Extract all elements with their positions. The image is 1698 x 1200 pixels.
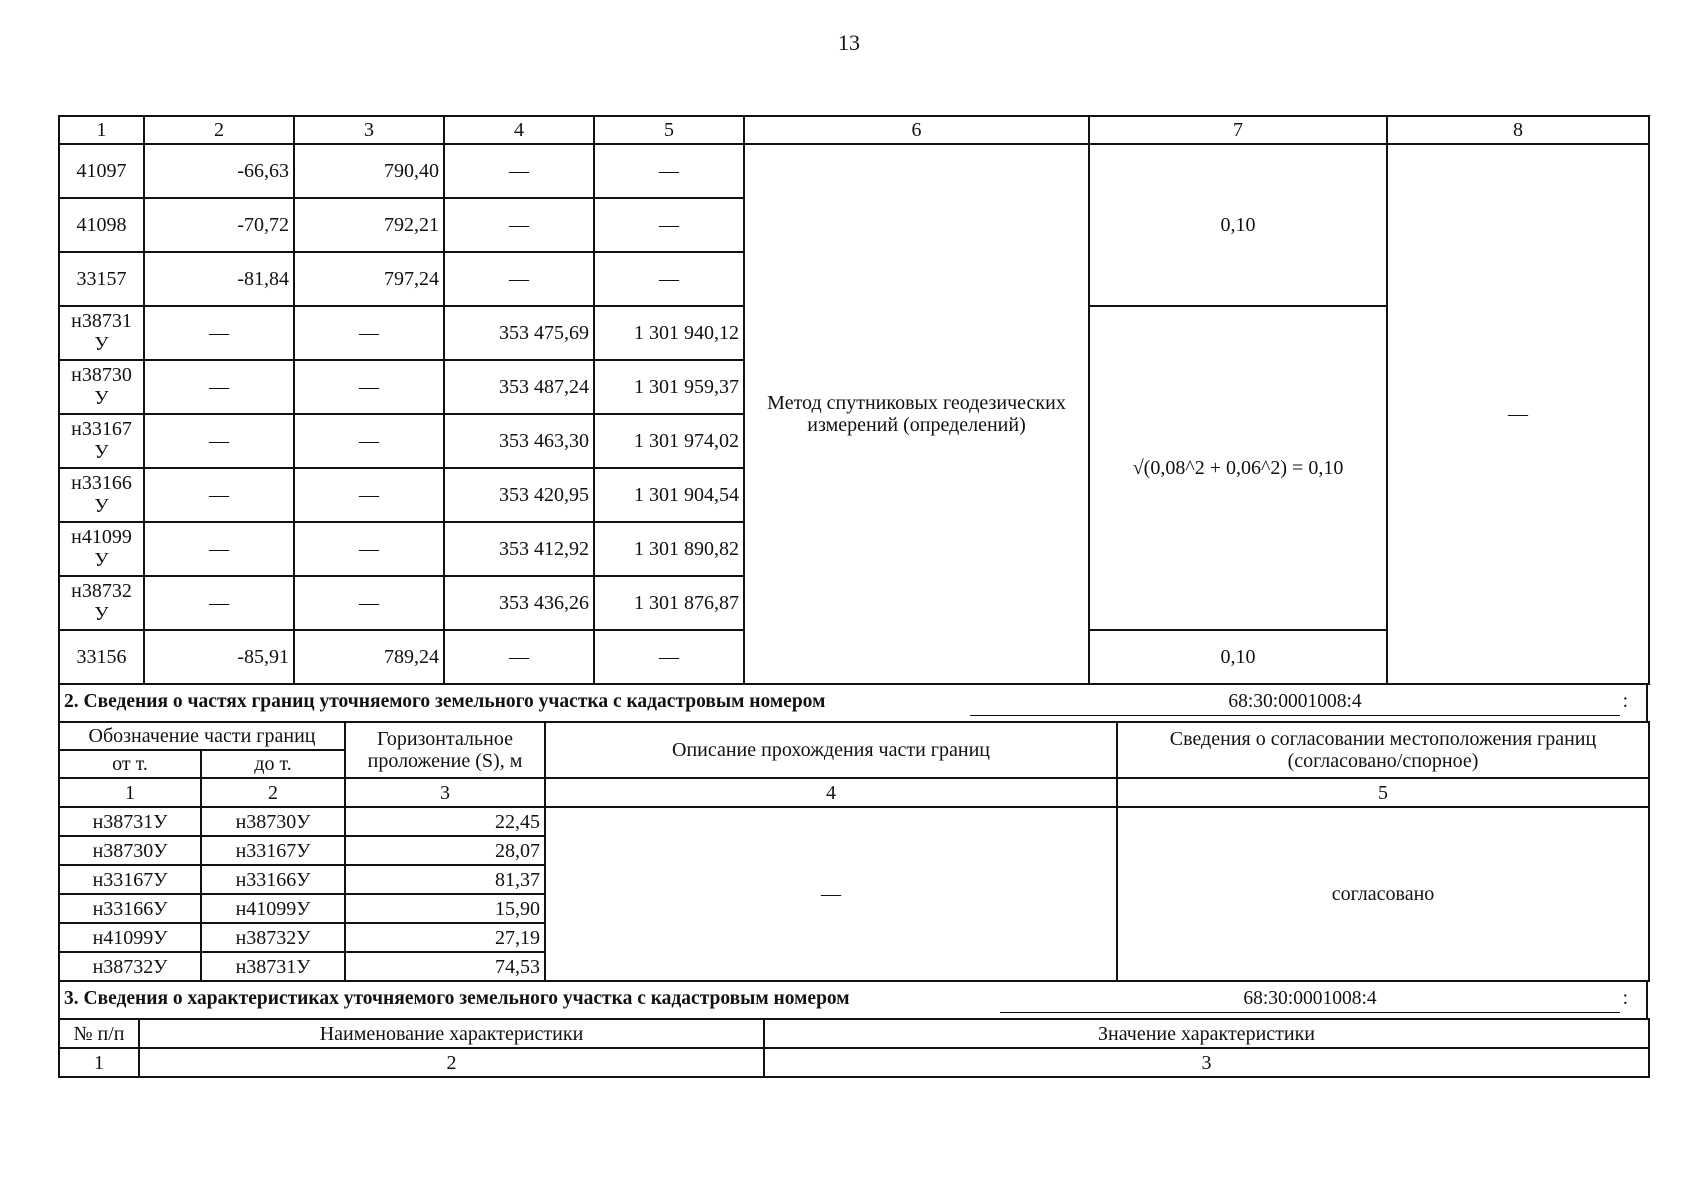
cell-value: 1 301 940,12 [594, 306, 744, 360]
horizontal-header: Горизонтальное проложение (S), м [345, 722, 545, 778]
cell-value: 1 301 904,54 [594, 468, 744, 522]
col-header: 3 [294, 116, 444, 144]
to-point: н38730У [201, 807, 345, 836]
col-header: 2 [144, 116, 294, 144]
cell-value: 353 412,92 [444, 522, 594, 576]
col-header: 7 [1089, 116, 1387, 144]
cell-value: 1 301 974,02 [594, 414, 744, 468]
col-number: 3 [345, 778, 545, 807]
cell-value: — [144, 414, 294, 468]
col-number: 4 [545, 778, 1117, 807]
cadastral-number: 68:30:0001008:4 [970, 691, 1620, 716]
col-number: 2 [201, 778, 345, 807]
cell-value: 353 420,95 [444, 468, 594, 522]
col-number: 1 [59, 778, 201, 807]
description-value: — [545, 807, 1117, 981]
method-cell: Метод спутниковых геодезических измерений (определений) [744, 144, 1089, 684]
distance: 22,45 [345, 807, 545, 836]
cadastral-number: 68:30:0001008:4 [1000, 988, 1620, 1013]
cell-value: — [444, 252, 594, 306]
col-header: 4 [444, 116, 594, 144]
to-point: н33167У [201, 836, 345, 865]
boundary-parts-table [58, 721, 1650, 982]
cell-value: — [144, 306, 294, 360]
colon: : [1622, 988, 1628, 1009]
cell-value: -66,63 [144, 144, 294, 198]
part-designation-header: Обозначение части границ [59, 722, 345, 750]
distance: 27,19 [345, 923, 545, 952]
to-point: н41099У [201, 894, 345, 923]
point-id: 33157 [59, 252, 144, 306]
col8-cell: — [1387, 144, 1649, 684]
cell-value: -81,84 [144, 252, 294, 306]
point-id: 41098 [59, 198, 144, 252]
agreement-value: согласовано [1117, 807, 1649, 981]
cell-value: 353 475,69 [444, 306, 594, 360]
document-body [58, 115, 1648, 1078]
col-number: 1 [59, 1048, 139, 1077]
cell-value: — [144, 360, 294, 414]
characteristics-table [58, 1018, 1650, 1078]
from-header: от т. [59, 750, 201, 778]
cell-value: — [144, 576, 294, 630]
col-header: 1 [59, 116, 144, 144]
cell-value: — [444, 198, 594, 252]
to-point: н38732У [201, 923, 345, 952]
cell-value: — [144, 468, 294, 522]
cell-value: — [294, 306, 444, 360]
colon: : [1622, 691, 1628, 712]
col-header: Наименование характеристики [139, 1019, 764, 1048]
cell-value: — [294, 522, 444, 576]
cell-value: — [294, 576, 444, 630]
cell-value: 790,40 [294, 144, 444, 198]
accuracy-formula: √(0,08^2 + 0,06^2) = 0,10 [1089, 306, 1387, 630]
distance: 81,37 [345, 865, 545, 894]
point-id: 41097 [59, 144, 144, 198]
agreement-header: Сведения о согласовании местоположения границ (согласовано/спорное) [1117, 722, 1649, 778]
cell-value: — [444, 144, 594, 198]
point-id: н38730 У [59, 360, 144, 414]
cell-value: — [294, 414, 444, 468]
from-point: н38731У [59, 807, 201, 836]
point-id: 33156 [59, 630, 144, 684]
col-header: Значение характеристики [764, 1019, 1649, 1048]
cell-value: 353 436,26 [444, 576, 594, 630]
section-2-title: 2. Сведения о частях границ уточняемого земельного участка с кадастровым номером [64, 691, 826, 712]
from-point: н41099У [59, 923, 201, 952]
col-header: № п/п [59, 1019, 139, 1048]
cell-value: 1 301 959,37 [594, 360, 744, 414]
page-number: 13 [838, 30, 860, 55]
cell-value: -70,72 [144, 198, 294, 252]
cell-value: 789,24 [294, 630, 444, 684]
point-id: н38732 У [59, 576, 144, 630]
col-header: 6 [744, 116, 1089, 144]
cell-value: — [594, 252, 744, 306]
cell-value: -85,91 [144, 630, 294, 684]
to-point: н38731У [201, 952, 345, 981]
point-id: н41099 У [59, 522, 144, 576]
section-3-title: 3. Сведения о характеристиках уточняемого земельного участка с кадастровым номером [64, 988, 850, 1009]
to-point: н33166У [201, 865, 345, 894]
to-header: до т. [201, 750, 345, 778]
distance: 28,07 [345, 836, 545, 865]
accuracy-top: 0,10 [1089, 144, 1387, 306]
table-row [59, 807, 1649, 836]
col-number: 3 [764, 1048, 1649, 1077]
col-number: 5 [1117, 778, 1649, 807]
section-3-heading [58, 982, 1648, 1020]
cell-value: — [294, 468, 444, 522]
from-point: н33167У [59, 865, 201, 894]
cell-value: — [594, 630, 744, 684]
cell-value: — [294, 360, 444, 414]
section-2-heading [58, 685, 1648, 723]
point-id: н33166 У [59, 468, 144, 522]
cell-value: 792,21 [294, 198, 444, 252]
col-header: 8 [1387, 116, 1649, 144]
point-id: н38731 У [59, 306, 144, 360]
cell-value: 353 463,30 [444, 414, 594, 468]
from-point: н38730У [59, 836, 201, 865]
description-header: Описание прохождения части границ [545, 722, 1117, 778]
cell-value: — [594, 198, 744, 252]
cell-value: — [444, 630, 594, 684]
cell-value: 1 301 890,82 [594, 522, 744, 576]
coordinates-table [58, 115, 1650, 685]
col-header: 5 [594, 116, 744, 144]
cell-value: — [594, 144, 744, 198]
point-id: н33167 У [59, 414, 144, 468]
distance: 15,90 [345, 894, 545, 923]
col-number: 2 [139, 1048, 764, 1077]
from-point: н33166У [59, 894, 201, 923]
cell-value: 797,24 [294, 252, 444, 306]
cell-value: 353 487,24 [444, 360, 594, 414]
cell-value: 1 301 876,87 [594, 576, 744, 630]
table-row [59, 144, 1649, 198]
accuracy-bottom: 0,10 [1089, 630, 1387, 684]
cell-value: — [144, 522, 294, 576]
from-point: н38732У [59, 952, 201, 981]
distance: 74,53 [345, 952, 545, 981]
